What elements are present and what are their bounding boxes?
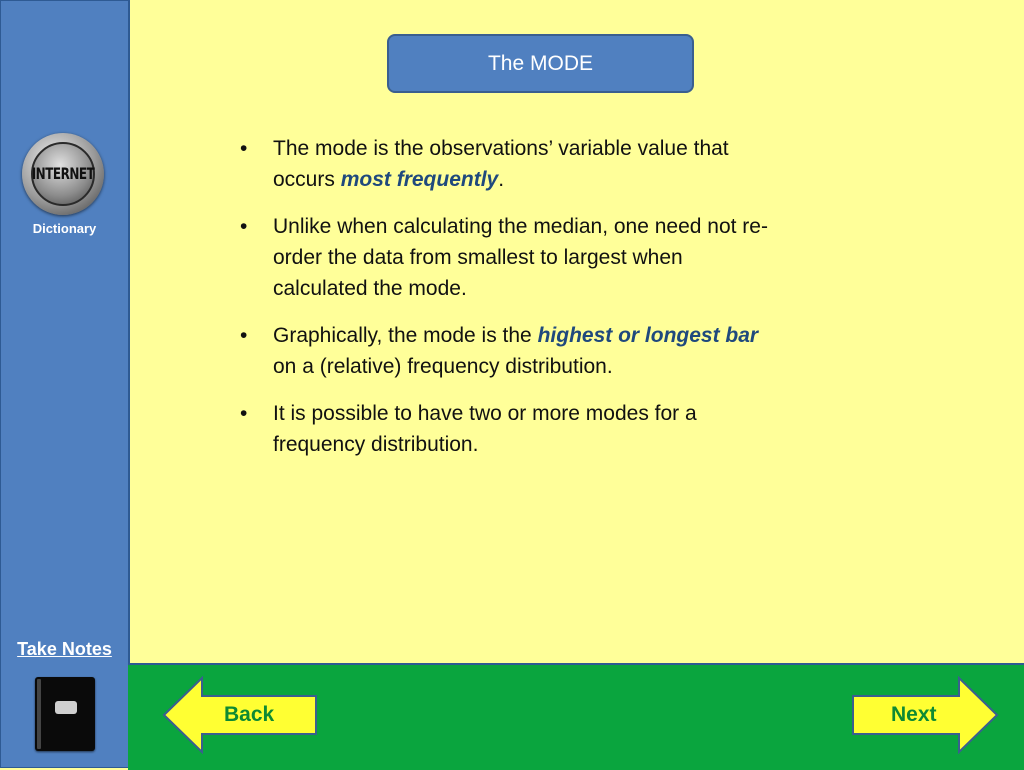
back-button[interactable] <box>162 676 318 754</box>
bullet-text: It is possible to have two or more modes for a frequency distribution. <box>273 402 697 456</box>
bullet-text: . <box>498 168 505 191</box>
bullet-text: The mode is the observations’ variable value that occurs <box>273 137 729 191</box>
notebook-icon[interactable] <box>35 677 95 751</box>
bullet-emphasis: most frequently <box>340 168 499 191</box>
take-notes-link[interactable]: Take Notes <box>17 639 112 659</box>
bullet-text: on a (relative) frequency distribution. <box>273 355 613 378</box>
notebook-label <box>55 701 77 714</box>
bullet-text: Unlike when calculating the median, one need not re-order the data from smallest to largest when calculated the mode. <box>273 215 768 300</box>
bullet-emphasis: highest or longest bar <box>537 324 759 347</box>
sidebar <box>0 0 130 768</box>
internet-icon-text: INTERNET <box>31 164 95 184</box>
next-label: Next <box>891 703 937 726</box>
bullet-list <box>240 133 780 476</box>
bullet-item <box>240 398 780 460</box>
dictionary-label[interactable]: Dictionary <box>32 221 97 236</box>
bullet-item <box>240 211 780 304</box>
back-label: Back <box>224 703 275 726</box>
bullet-item <box>240 133 780 195</box>
bullet-text: Graphically, the mode is the <box>273 324 538 347</box>
internet-icon <box>31 142 95 206</box>
internet-dictionary-button[interactable] <box>22 133 104 215</box>
next-button[interactable] <box>851 676 999 754</box>
slide-title: The MODE <box>387 34 694 93</box>
bullet-item <box>240 320 780 382</box>
notebook-spine <box>37 679 41 749</box>
